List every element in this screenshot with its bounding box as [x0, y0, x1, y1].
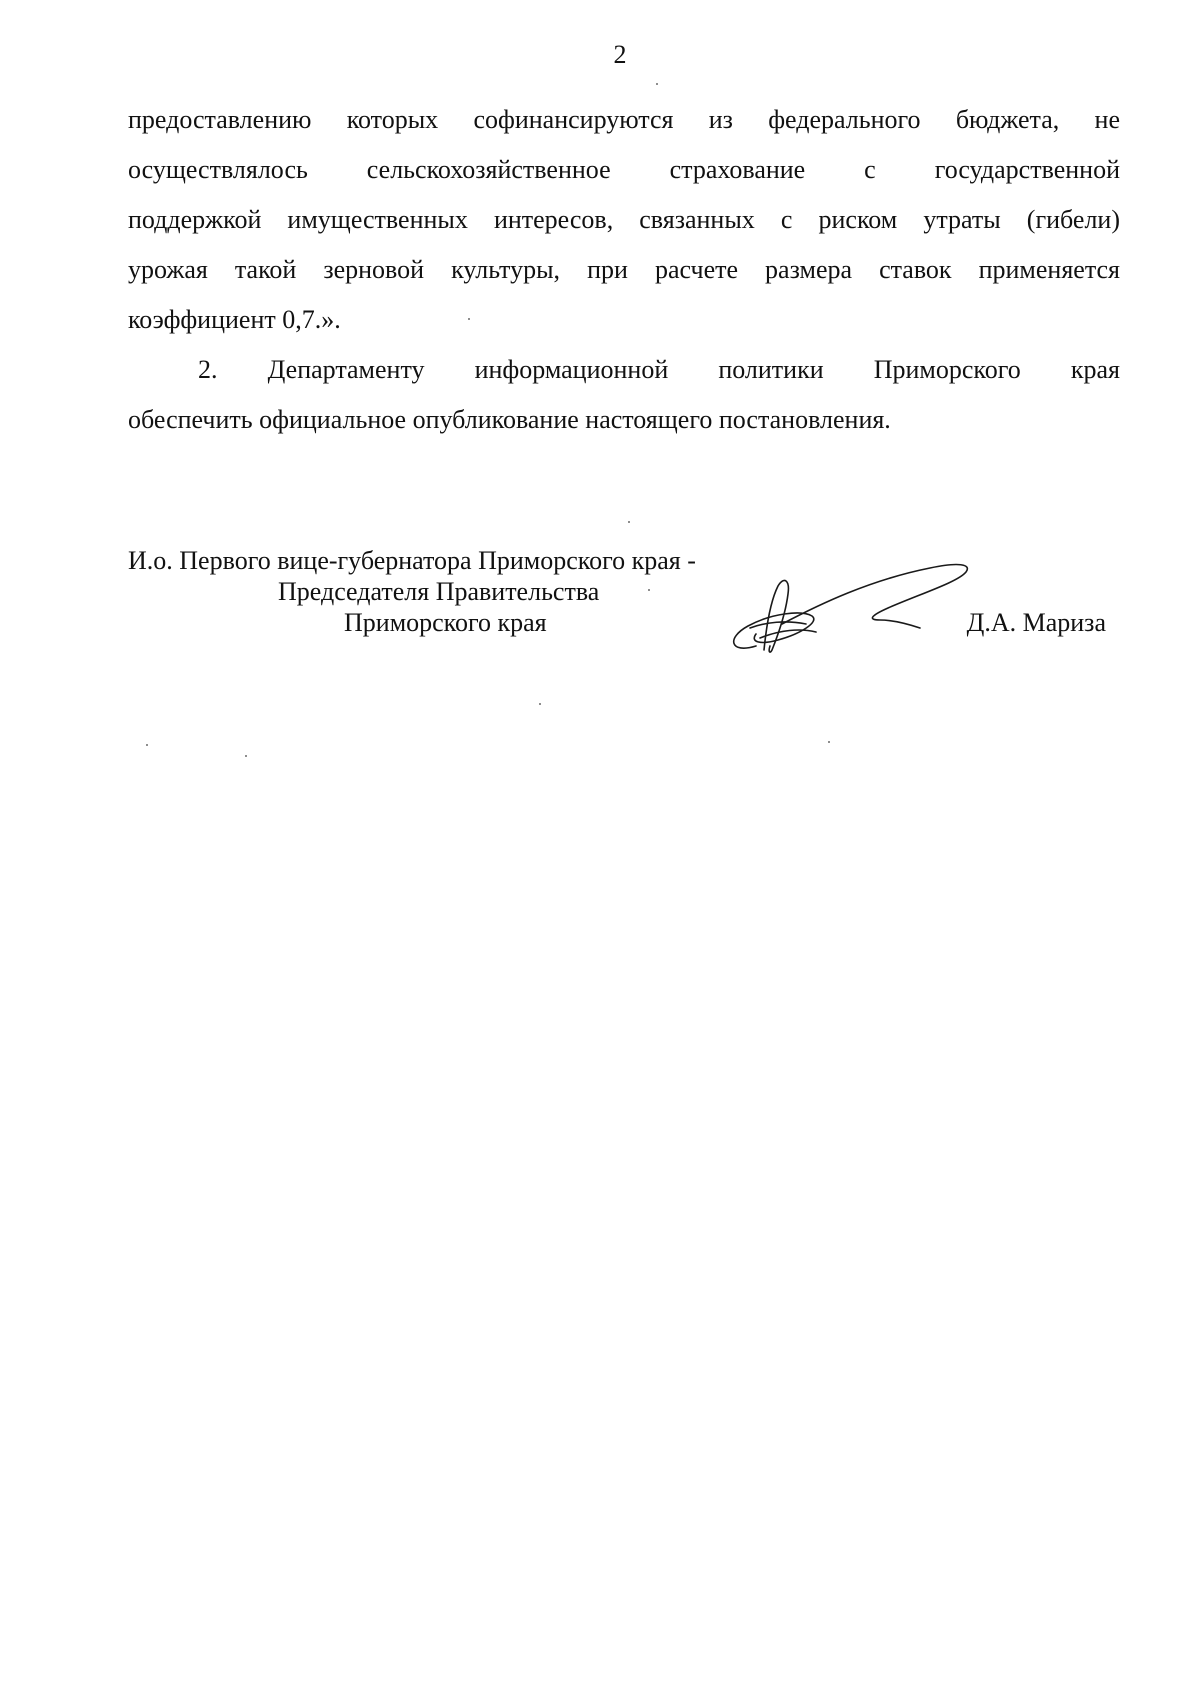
- scan-speck: [468, 318, 470, 320]
- signer-title-line-3: Приморского края: [344, 608, 547, 637]
- document-body: [128, 95, 1120, 445]
- paragraph-1-line-1: предоставлению которых софинансируются из федерального бюджета, не: [128, 105, 1120, 134]
- page-number: 2: [613, 40, 627, 69]
- handwritten-signature: [720, 550, 980, 660]
- paragraph-2-line-1: 2. Департаменту информационной политики Приморского края: [198, 355, 1120, 384]
- signer-title: [128, 545, 778, 638]
- scan-speck: [656, 83, 658, 85]
- signer-title-line-1: И.о. Первого вице-губернатора Приморского края -: [128, 546, 696, 575]
- paragraph-2-last-line: обеспечить официальное опубликование настоящего постановления.: [128, 405, 891, 434]
- scan-speck: [628, 521, 630, 523]
- paragraph-1-line-4: урожая такой зерновой культуры, при расчете размера ставок применяется: [128, 255, 1120, 284]
- signer-name: Д.А. Мариза: [966, 608, 1106, 637]
- scan-speck: [539, 703, 541, 705]
- scan-speck: [828, 741, 830, 743]
- scan-speck: [146, 744, 148, 746]
- scan-speck: [648, 589, 650, 591]
- paragraph-1-line-3: поддержкой имущественных интересов, связанных с риском утраты (гибели): [128, 205, 1120, 234]
- paragraph-1-last-line: коэффициент 0,7.».: [128, 305, 341, 334]
- scan-speck: [245, 755, 247, 757]
- paragraph-1-line-2: осуществлялось сельскохозяйственное страхование с государственной: [128, 155, 1120, 184]
- signer-title-line-2: Председателя Правительства: [278, 577, 600, 606]
